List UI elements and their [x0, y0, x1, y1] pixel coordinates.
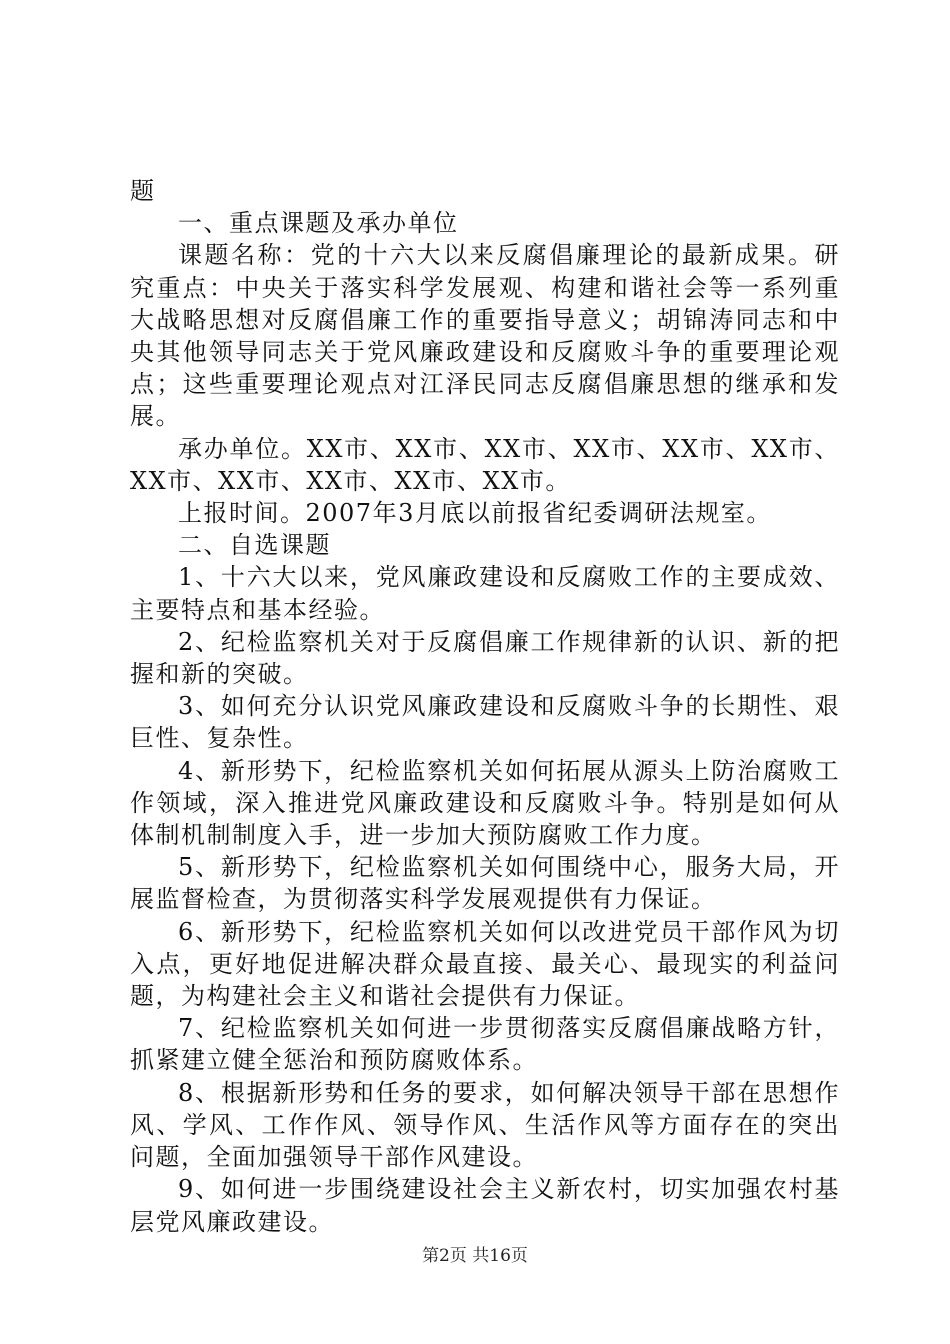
paragraph-topic-name: 课题名称：党的十六大以来反腐倡廉理论的最新成果。研究重点：中央关于落实科学发展观、构建和谐社会等一系列重大战略思想对反腐倡廉工作的重要指导意义；胡锦涛同志和中央其他领导同志关于党风廉政建设和反腐败斗争的重要理论观点；这些重要理论观点对江泽民同志反腐倡廉思想的继承和发展。: [130, 241, 840, 431]
page-number-footer: 第2页 共16页: [422, 1246, 528, 1266]
section-heading-key-topics: 一、重点课题及承办单位: [178, 209, 459, 238]
paragraph-host-units: 承办单位。XX市、XX市、XX市、XX市、XX市、XX市、XX市、XX市、XX市、XX市、XX市。: [130, 434, 840, 495]
list-item-topic-5: 5、新形势下，纪检监察机关如何围绕中心，服务大局，开展监督检查，为贯彻落实科学发展观提供有力保证。: [130, 853, 840, 914]
list-item-topic-7: 7、纪检监察机关如何进一步贯彻落实反腐倡廉战略方针，抓紧建立健全惩治和预防腐败体系。: [130, 1014, 840, 1075]
paragraph-report-time: 上报时间。2007年3月底以前报省纪委调研法规室。: [178, 499, 772, 528]
list-item-topic-3: 3、如何充分认识党风廉政建设和反腐败斗争的长期性、艰巨性、复杂性。: [130, 692, 840, 753]
list-item-topic-2: 2、纪检监察机关对于反腐倡廉工作规律新的认识、新的把握和新的突破。: [130, 627, 840, 689]
list-item-topic-1: 1、十六大以来，党风廉政建设和反腐败工作的主要成效、主要特点和基本经验。: [130, 563, 840, 624]
list-item-topic-8: 8、根据新形势和任务的要求，如何解决领导干部在思想作风、学风、工作作风、领导作风、生活作风等方面存在的突出问题，全面加强领导干部作风建设。: [130, 1078, 840, 1172]
paragraph-continuation: 题: [130, 177, 156, 205]
document-body: [130, 175, 840, 1238]
list-item-topic-4: 4、新形势下，纪检监察机关如何拓展从源头上防治腐败工作领域，深入推进党风廉政建设和反腐败斗争。特别是如何从体制机制制度入手，进一步加大预防腐败工作力度。: [130, 756, 840, 850]
list-item-topic-9: 9、如何进一步围绕建设社会主义新农村，切实加强农村基层党风廉政建设。: [130, 1175, 840, 1236]
list-item-topic-6: 6、新形势下，纪检监察机关如何以改进党员干部作风为切入点，更好地促进解决群众最直接、最关心、最现实的利益问题，为构建社会主义和谐社会提供有力保证。: [130, 917, 840, 1011]
section-heading-optional-topics: 二、自选课题: [178, 531, 331, 560]
